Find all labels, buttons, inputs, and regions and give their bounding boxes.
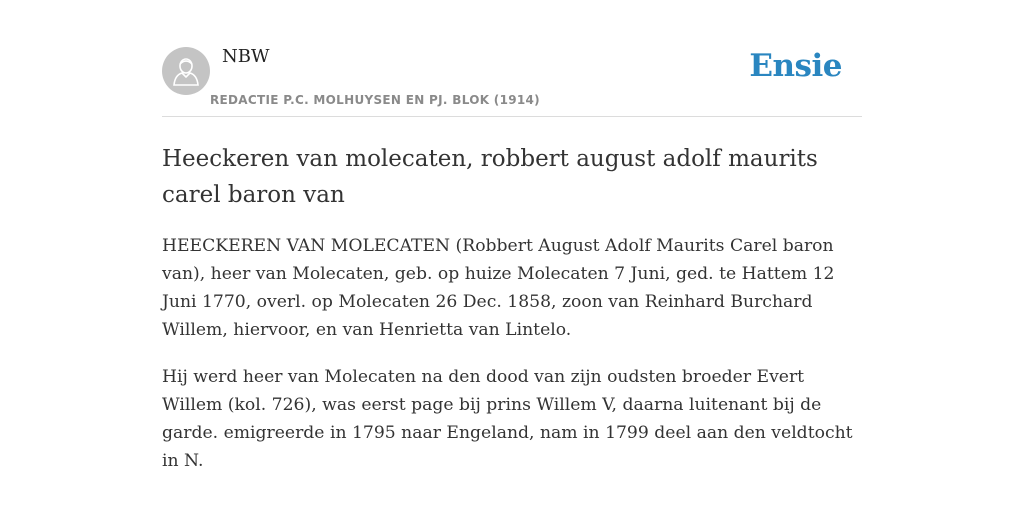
editors-credit: REDACTIE P.C. MOLHUYSEN EN PJ. BLOK (1914)	[210, 93, 540, 107]
brand-logo[interactable]: Ensie	[749, 48, 842, 84]
article-card	[162, 0, 862, 512]
author-avatar	[162, 47, 210, 95]
article-paragraph: Hij werd heer van Molecaten na den dood van zijn oudsten broeder Evert Willem (kol. 726), was eerst page bij prins Willem V, daarna luitenant bij de garde. emigreerde in 1795 naar Engeland, nam in 1799 deel aan den veldtocht in N.	[162, 367, 853, 471]
article-paragraph: HEECKEREN VAN MOLECATEN (Robbert August Adolf Maurits Carel baron van), heer van Molecaten, geb. op huize Molecaten 7 Juni, ged. te Hattem 12 Juni 1770, overl. op Molecaten 26 Dec. 1858, zoon van Reinhard Burchard Willem, hiervoor, en van Henrietta van Lintelo.	[162, 236, 835, 340]
author-name[interactable]: NBW	[222, 46, 270, 67]
article-title: Heeckeren van molecaten, robbert august adolf maurits carel baron van	[162, 146, 818, 208]
user-icon	[172, 56, 200, 86]
article-header	[162, 0, 862, 117]
